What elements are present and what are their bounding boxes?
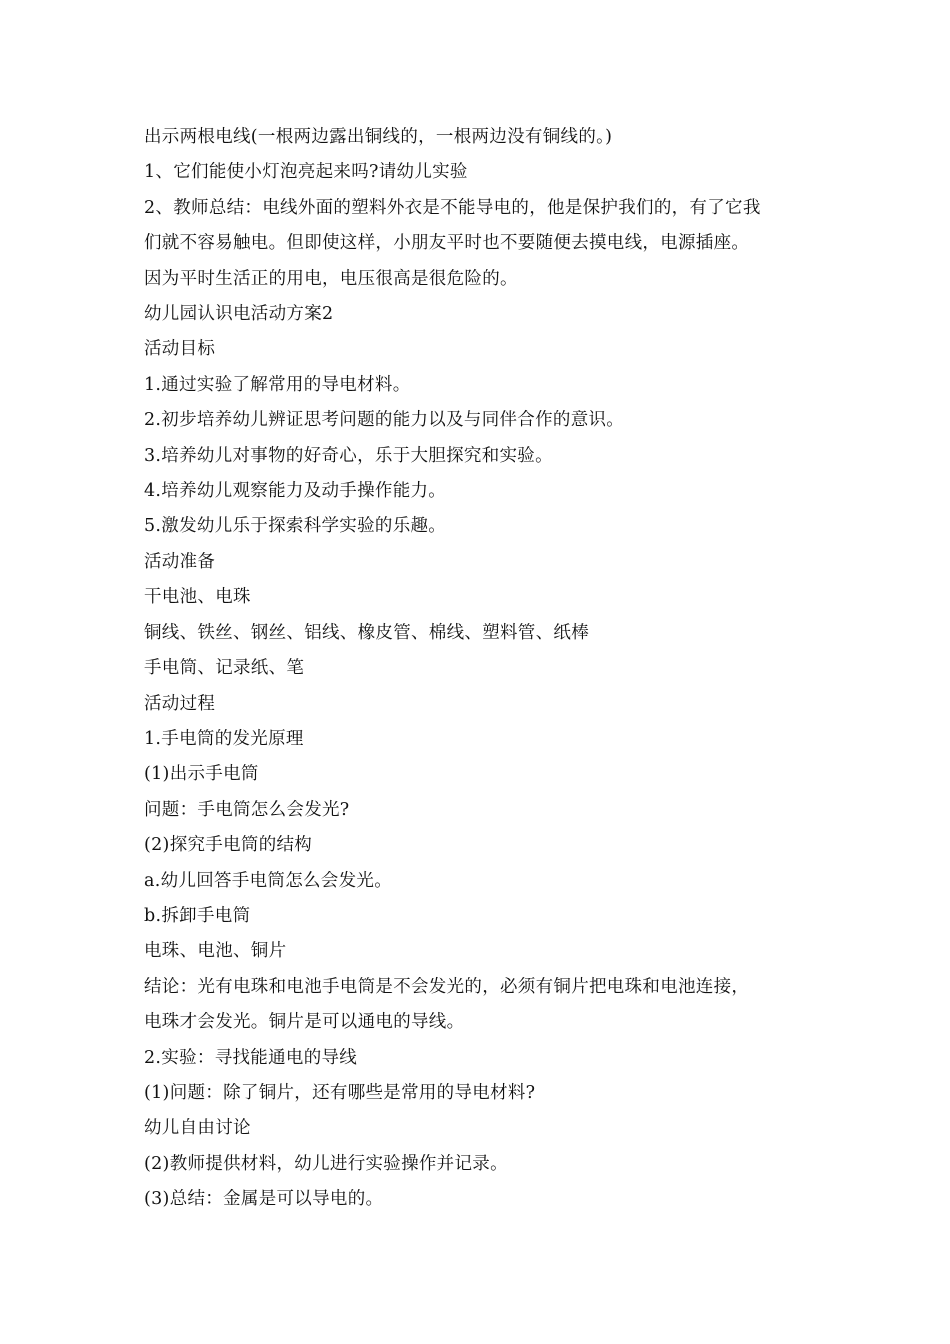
list-item: 1.通过实验了解常用的导电材料。: [144, 374, 411, 395]
list-item: a.幼儿回答手电筒怎么会发光。: [144, 870, 392, 891]
subsection-heading: 活动过程: [144, 693, 216, 714]
text-line: 出示两根电线(一根两边露出铜线的，一根两边没有铜线的。): [144, 127, 613, 147]
text-line: 们就不容易触电。但即使这样，小朋友平时也不要随便去摸电线，电源插座。: [144, 233, 750, 254]
text-line: 铜线、铁丝、钢丝、铝线、橡皮管、棉线、塑料管、纸棒: [144, 622, 589, 643]
list-item: 2.初步培养幼儿辨证思考问题的能力以及与同伴合作的意识。: [144, 410, 625, 431]
list-item: 2.实验：寻找能通电的导线: [144, 1047, 358, 1068]
text-line: 结论：光有电珠和电池手电筒是不会发光的，必须有铜片把电珠和电池连接，: [144, 976, 750, 997]
list-item: (2)探究手电筒的结构: [144, 835, 313, 856]
list-item: (2)教师提供材料，幼儿进行实验操作并记录。: [144, 1153, 508, 1174]
text-line: 问题：手电筒怎么会发光?: [144, 799, 350, 820]
subsection-heading: 活动目标: [144, 339, 216, 360]
text-line: 2、教师总结：电线外面的塑料外衣是不能导电的，他是保护我们的，有了它我: [144, 197, 761, 218]
list-item: 5.激发幼儿乐于探索科学实验的乐趣。: [144, 516, 447, 537]
text-line: 干电池、电珠: [144, 587, 251, 608]
text-line: 因为平时生活正的用电，电压很高是很危险的。: [144, 268, 518, 289]
text-line: 电珠才会发光。铜片是可以通电的导线。: [144, 1012, 465, 1033]
text-line: 手电筒、记录纸、笔: [144, 658, 305, 679]
list-item: (1)问题：除了铜片，还有哪些是常用的导电材料?: [144, 1082, 536, 1103]
list-item: b.拆卸手电筒: [144, 905, 251, 926]
text-line: 幼儿自由讨论: [144, 1118, 251, 1139]
text-line: 1、它们能使小灯泡亮起来吗?请幼儿实验: [144, 162, 468, 183]
list-item: (1)出示手电筒: [144, 764, 259, 785]
subsection-heading: 活动准备: [144, 551, 216, 572]
list-item: 3.培养幼儿对事物的好奇心，乐于大胆探究和实验。: [144, 445, 553, 466]
list-item: (3)总结：金属是可以导电的。: [144, 1189, 384, 1210]
section-title: 幼儿园认识电活动方案2: [144, 304, 334, 325]
text-line: 电珠、电池、铜片: [144, 941, 287, 962]
list-item: 1.手电筒的发光原理: [144, 728, 304, 749]
document-body: [144, 120, 809, 1218]
list-item: 4.培养幼儿观察能力及动手操作能力。: [144, 481, 447, 502]
